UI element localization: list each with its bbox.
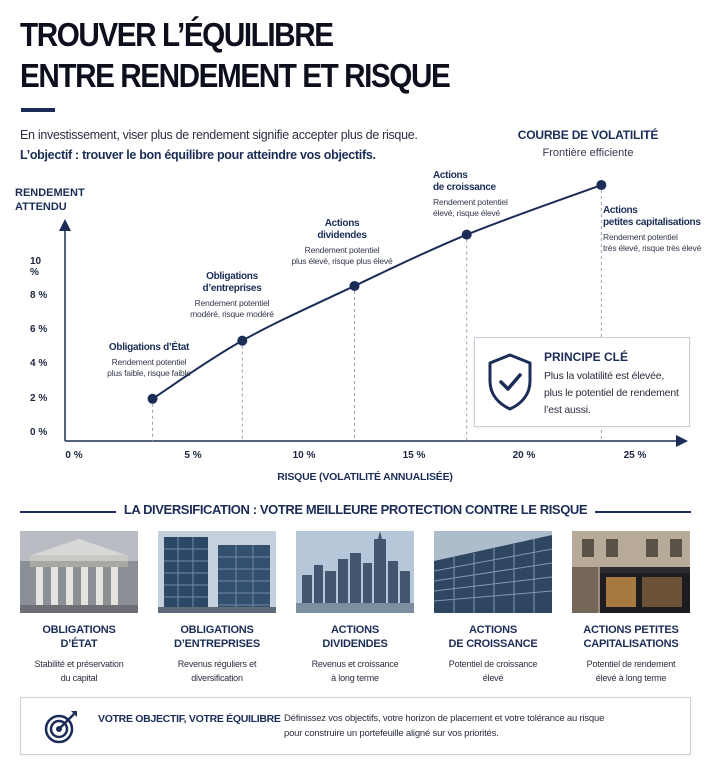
y-axis-label-line2: ATTENDU: [15, 201, 67, 213]
x-tick-5: 5 %: [184, 450, 202, 461]
point-description: Rendement potentiel très élevé, risque très élevé: [603, 232, 702, 253]
card-title: ACTIONS DIVIDENDES: [322, 624, 388, 650]
card-title: OBLIGATIONS D’ENTREPRISES: [173, 624, 261, 650]
curve-subtitle: Frontière efficiente: [542, 147, 634, 159]
target-icon: [43, 709, 79, 745]
page-title-line2: ENTRE RENDEMENT ET RISQUE: [20, 57, 450, 94]
card-description: Potentiel de croissance élevé: [448, 659, 538, 683]
y-tick-4: 4 %: [30, 358, 48, 369]
shield-check-icon: [487, 352, 533, 412]
x-tick-15: 15 %: [402, 450, 426, 461]
shopfront-image: [572, 531, 690, 613]
x-tick-20: 20 %: [512, 450, 536, 461]
key-principle-title: PRINCIPE CLÉ: [544, 350, 629, 364]
objective-text: L’objectif : trouver le bon équilibre pour atteindre vos objectifs.: [20, 148, 376, 162]
government-building-image: [20, 531, 138, 613]
card-title: ACTIONS PETITES CAPITALISATIONS: [583, 624, 679, 650]
point-title: Actions dividendes: [317, 218, 367, 241]
card-description: Revenus et croissance à long terme: [311, 659, 399, 683]
footer-title: VOTRE OBJECTIF, VOTRE ÉQUILIBRE: [98, 713, 281, 725]
data-point-0: [148, 394, 158, 404]
point-description: Rendement potentiel plus élevé, risque plus élevé: [291, 245, 393, 266]
page-title-line1: TROUVER L’ÉQUILIBRE: [20, 16, 333, 53]
point-title: Obligations d’entreprises: [202, 271, 262, 294]
card-title: OBLIGATIONS D’ÉTAT: [42, 624, 116, 650]
x-axis-label: RISQUE (VOLATILITÉ ANNUALISÉE): [277, 471, 453, 483]
point-description: Rendement potentiel plus faible, risque faible: [107, 357, 191, 378]
card-dividend-stocks: [296, 531, 414, 685]
diversification-heading: [20, 502, 691, 520]
point-label-growth-stocks: [433, 170, 543, 219]
data-point-4: [596, 180, 606, 190]
point-label-small-caps: [603, 205, 718, 254]
footer-text: Définissez vos objectifs, votre horizon de placement et votre tolérance au risque pour construire un portefeuille aligné sur vos priorités.: [284, 713, 605, 739]
intro-text: En investissement, viser plus de rendement signifie accepter plus de risque.: [20, 128, 418, 142]
card-description: Stabilité et préservation du capital: [34, 659, 124, 683]
point-label-corporate-bonds: [172, 271, 292, 320]
key-principle-box: [474, 337, 690, 427]
point-title: Actions de croissance: [433, 170, 496, 193]
data-point-3: [462, 230, 472, 240]
data-point-2: [350, 281, 360, 291]
office-towers-image: [158, 531, 276, 613]
y-tick-2: 2 %: [30, 393, 48, 404]
card-small-caps: [572, 531, 690, 685]
point-label-dividend-stocks: [282, 218, 402, 267]
glass-building-image: [434, 531, 552, 613]
x-tick-25: 25 %: [623, 450, 647, 461]
city-skyline-image: [296, 531, 414, 613]
curve-title: COURBE DE VOLATILITÉ: [517, 128, 659, 142]
y-tick-0: 0 %: [30, 427, 48, 438]
point-title: Actions petites capitalisations: [603, 205, 701, 228]
card-description: Potentiel de rendement élevé à long terme: [586, 659, 676, 683]
point-description: Rendement potentiel élevé, risque élevé: [433, 197, 508, 218]
card-corporate-bonds: [158, 531, 276, 685]
y-tick-10: 10 %: [30, 256, 42, 278]
x-tick-10: 10 %: [292, 450, 316, 461]
objective-footer: [20, 697, 691, 755]
y-axis-label-line1: RENDEMENT: [15, 187, 85, 199]
card-description: Revenus réguliers et diversification: [177, 659, 257, 683]
y-tick-8: 8 %: [30, 290, 48, 301]
y-tick-6: 6 %: [30, 324, 48, 335]
point-label-government-bonds: [82, 342, 216, 379]
key-principle-text: Plus la volatilité est élevée, plus le potentiel de rendement l’est aussi.: [544, 370, 679, 416]
data-point-1: [237, 336, 247, 346]
point-description: Rendement potentiel modéré, risque modéré: [190, 298, 274, 319]
card-growth-stocks: [434, 531, 552, 685]
card-title: ACTIONS DE CROISSANCE: [448, 624, 538, 650]
diversification-heading-text: LA DIVERSIFICATION : VOTRE MEILLEURE PROTECTION CONTRE LE RISQUE: [116, 502, 595, 517]
card-government-bonds: [20, 531, 138, 685]
point-title: Obligations d’État: [108, 342, 190, 353]
x-tick-0: 0 %: [65, 450, 83, 461]
